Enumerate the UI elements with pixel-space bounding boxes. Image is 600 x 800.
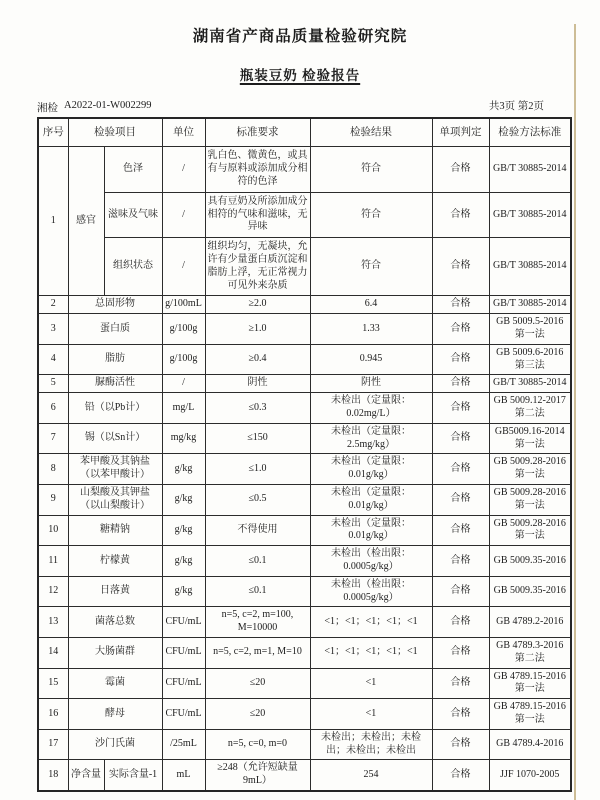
row-standard: ≥1.0: [205, 314, 310, 345]
row-item: 菌落总数: [68, 607, 162, 638]
row-judgment: 合格: [432, 238, 489, 296]
row-item: 山梨酸及其钾盐（以山梨酸计）: [68, 484, 162, 515]
col-header-judgment: 单项判定: [432, 118, 489, 147]
row-standard: n=5, c=2, m=100, M=10000: [205, 607, 310, 638]
table-row: [38, 699, 571, 730]
row-judgment: 合格: [432, 729, 489, 760]
table-row-sensory-3: [38, 238, 571, 296]
row-judgment: 合格: [432, 760, 489, 791]
row-judgment: 合格: [432, 515, 489, 546]
col-header-item: 检验项目: [68, 118, 162, 147]
row-judgment: 合格: [432, 192, 489, 237]
row-method: GB/T 30885-2014: [489, 147, 571, 192]
row-unit: CFU/mL: [162, 668, 205, 699]
row-standard: ≥248（允许短缺量9mL）: [205, 760, 310, 791]
row-item: 实际含量-1: [104, 760, 162, 791]
table-row: [38, 296, 571, 314]
row-no: 6: [38, 393, 68, 424]
row-unit: mL: [162, 760, 205, 791]
row-result: 符合: [310, 238, 432, 296]
row-unit: CFU/mL: [162, 607, 205, 638]
row-standard: 组织均匀，无凝块，允许有少量蛋白质沉淀和脂肪上浮，无正常视力可见外来杂质: [205, 238, 310, 296]
row-result: 未检出；未检出；未检出；未检出；未检出: [310, 729, 432, 760]
organization-title: 湖南省产商品质量检验研究院: [192, 28, 408, 45]
row-no: 9: [38, 484, 68, 515]
row-item: 组织状态: [104, 238, 162, 296]
row-standard: n=5, c=2, m=1, M=10: [205, 637, 310, 668]
row-unit: g/kg: [162, 454, 205, 485]
row-no: 18: [38, 760, 68, 791]
row-no: 3: [38, 314, 68, 345]
row-standard: ≤1.0: [205, 454, 310, 485]
row-no: 5: [38, 375, 68, 393]
table-row: [38, 344, 571, 375]
row-unit: CFU/mL: [162, 637, 205, 668]
row-standard: 乳白色、微黄色，或具有与原料或添加成分相符的色泽: [205, 147, 310, 192]
table-row-net-content: [38, 760, 571, 791]
row-method: GB 5009.35-2016: [489, 546, 571, 577]
table-row: [38, 607, 571, 638]
row-item: 沙门氏菌: [68, 729, 162, 760]
row-judgment: 合格: [432, 375, 489, 393]
report-page: [0, 24, 600, 800]
page-indicator: 共3页 第2页: [488, 101, 544, 112]
table-row: [38, 314, 571, 345]
row-standard: ≥0.4: [205, 344, 310, 375]
row-unit: g/kg: [162, 515, 205, 546]
row-result: 未检出（定量限：0.01g/kg）: [310, 454, 432, 485]
row-judgment: 合格: [432, 668, 489, 699]
row-method: GB 4789.2-2016: [489, 607, 571, 638]
row-item: 苯甲酸及其钠盐（以苯甲酸计）: [68, 454, 162, 485]
row-method: GB/T 30885-2014: [489, 238, 571, 296]
row-unit: g/100g: [162, 344, 205, 375]
row-standard: ≤0.5: [205, 484, 310, 515]
row-standard: ≤20: [205, 699, 310, 730]
row-judgment: 合格: [432, 296, 489, 314]
row-no: 8: [38, 454, 68, 485]
row-judgment: 合格: [432, 423, 489, 454]
report-number-label: 湘检: [37, 103, 58, 114]
row-result: 未检出（定量限：0.02mg/L）: [310, 393, 432, 424]
row-judgment: 合格: [432, 576, 489, 607]
row-item: 色泽: [104, 147, 162, 192]
row-standard: ≤0.1: [205, 546, 310, 577]
row-no: 11: [38, 546, 68, 577]
row-method: GB 4789.15-2016第一法: [489, 699, 571, 730]
row-result: 未检出（检出限：0.0005g/kg）: [310, 546, 432, 577]
row-unit: /: [162, 192, 205, 237]
row-no: 4: [38, 344, 68, 375]
table-row: [38, 515, 571, 546]
row-method: GB 5009.6-2016第三法: [489, 344, 571, 375]
row-unit: /: [162, 147, 205, 192]
row-item-group: 净含量: [68, 760, 104, 791]
table-row: [38, 546, 571, 577]
row-item: 酵母: [68, 699, 162, 730]
table-header-row: [38, 118, 571, 147]
row-result: <1: [310, 668, 432, 699]
row-unit: /: [162, 375, 205, 393]
row-method: GB5009.16-2014第一法: [489, 423, 571, 454]
row-item: 脲酶活性: [68, 375, 162, 393]
row-item: 霉菌: [68, 668, 162, 699]
row-standard: 阴性: [205, 375, 310, 393]
row-item: 滋味及气味: [104, 192, 162, 237]
row-judgment: 合格: [432, 546, 489, 577]
row-result: 符合: [310, 147, 432, 192]
row-result: 符合: [310, 192, 432, 237]
col-header-standard: 标准要求: [205, 118, 310, 147]
row-no: 1: [38, 147, 68, 296]
table-row: [38, 484, 571, 515]
row-method: GB 4789.3-2016第二法: [489, 637, 571, 668]
row-standard: ≤150: [205, 423, 310, 454]
row-judgment: 合格: [432, 637, 489, 668]
row-unit: g/100mL: [162, 296, 205, 314]
row-standard: ≥2.0: [205, 296, 310, 314]
table-row: [38, 576, 571, 607]
row-item: 蛋白质: [68, 314, 162, 345]
row-item: 锡（以Sn计）: [68, 423, 162, 454]
row-result: 1.33: [310, 314, 432, 345]
row-result: <1；<1；<1；<1；<1: [310, 607, 432, 638]
table-row-sensory-2: [38, 192, 571, 237]
row-unit: /25mL: [162, 729, 205, 760]
row-no: 12: [38, 576, 68, 607]
report-title-text: 瓶装豆奶 检验报告: [239, 68, 361, 83]
row-method: GB 5009.28-2016 第一法: [489, 515, 571, 546]
row-method: GB 5009.5-2016第一法: [489, 314, 571, 345]
row-unit: mg/L: [162, 393, 205, 424]
row-no: 17: [38, 729, 68, 760]
row-judgment: 合格: [432, 147, 489, 192]
row-standard: ≤20: [205, 668, 310, 699]
row-judgment: 合格: [432, 393, 489, 424]
report-title: [0, 64, 600, 84]
row-judgment: 合格: [432, 454, 489, 485]
row-result: 未检出（定量限：0.01g/kg）: [310, 515, 432, 546]
row-unit: g/kg: [162, 576, 205, 607]
scan-page-edge: [574, 24, 576, 800]
row-method: GB/T 30885-2014: [489, 296, 571, 314]
row-standard: 具有豆奶及所添加成分相符的气味和滋味，无异味: [205, 192, 310, 237]
table-row: [38, 454, 571, 485]
row-no: 2: [38, 296, 68, 314]
table-row: [38, 668, 571, 699]
row-method: GB/T 30885-2014: [489, 375, 571, 393]
row-item: 总固形物: [68, 296, 162, 314]
table-row: [38, 637, 571, 668]
report-table-body: [38, 147, 571, 791]
row-judgment: 合格: [432, 699, 489, 730]
row-method: GB 5009.35-2016: [489, 576, 571, 607]
row-method: GB 5009.28-2016 第一法: [489, 484, 571, 515]
row-method: GB 5009.28-2016 第一法: [489, 454, 571, 485]
row-result: 0.945: [310, 344, 432, 375]
row-standard: ≤0.3: [205, 393, 310, 424]
row-result: 阴性: [310, 375, 432, 393]
row-judgment: 合格: [432, 484, 489, 515]
row-item: 铅（以Pb计）: [68, 393, 162, 424]
row-unit: CFU/mL: [162, 699, 205, 730]
report-number-value: A2022-01-W002299: [64, 100, 152, 111]
row-judgment: 合格: [432, 607, 489, 638]
row-no: 13: [38, 607, 68, 638]
row-unit: g/kg: [162, 484, 205, 515]
col-header-unit: 单位: [162, 118, 205, 147]
row-no: 10: [38, 515, 68, 546]
inspection-table: [37, 117, 572, 792]
row-result: 254: [310, 760, 432, 791]
table-row: [38, 375, 571, 393]
table-row: [38, 423, 571, 454]
row-item: 日落黄: [68, 576, 162, 607]
row-judgment: 合格: [432, 314, 489, 345]
row-unit: /: [162, 238, 205, 296]
col-header-no: 序号: [38, 118, 68, 147]
row-method: GB 4789.4-2016: [489, 729, 571, 760]
row-unit: g/100g: [162, 314, 205, 345]
row-item: 大肠菌群: [68, 637, 162, 668]
row-result: 6.4: [310, 296, 432, 314]
row-item-group: 感官: [68, 147, 104, 296]
row-result: 未检出（检出限：0.0005g/kg）: [310, 576, 432, 607]
table-row-sensory-1: [38, 147, 571, 192]
row-no: 16: [38, 699, 68, 730]
col-header-method: 检验方法标准: [489, 118, 571, 147]
row-method: GB/T 30885-2014: [489, 192, 571, 237]
row-standard: 不得使用: [205, 515, 310, 546]
row-no: 14: [38, 637, 68, 668]
row-standard: n=5, c=0, m=0: [205, 729, 310, 760]
table-row: [38, 393, 571, 424]
report-meta: [37, 98, 570, 115]
row-judgment: 合格: [432, 344, 489, 375]
row-method: GB 5009.12-2017 第二法: [489, 393, 571, 424]
row-no: 15: [38, 668, 68, 699]
row-result: 未检出（定量限：2.5mg/kg）: [310, 423, 432, 454]
row-method: JJF 1070-2005: [489, 760, 571, 791]
row-no: 7: [38, 423, 68, 454]
col-header-result: 检验结果: [310, 118, 432, 147]
row-result: <1；<1；<1；<1；<1: [310, 637, 432, 668]
row-unit: g/kg: [162, 546, 205, 577]
row-item: 柠檬黄: [68, 546, 162, 577]
row-unit: mg/kg: [162, 423, 205, 454]
table-row: [38, 729, 571, 760]
row-result: <1: [310, 699, 432, 730]
row-method: GB 4789.15-2016第一法: [489, 668, 571, 699]
report-number: [37, 100, 152, 115]
row-result: 未检出（定量限：0.01g/kg）: [310, 484, 432, 515]
row-item: 糖精钠: [68, 515, 162, 546]
row-standard: ≤0.1: [205, 576, 310, 607]
row-item: 脂肪: [68, 344, 162, 375]
